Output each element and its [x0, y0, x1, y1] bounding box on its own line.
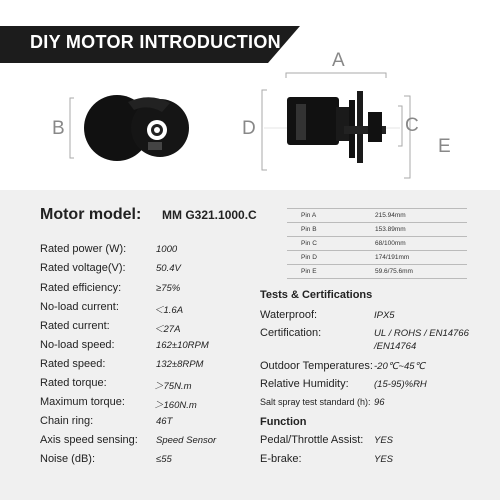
salt-spray-label: Salt spray test standard (h): — [260, 397, 371, 407]
spec-label: Rated efficiency: — [40, 282, 122, 294]
motor-model-label: Motor model: — [40, 206, 142, 223]
dimension-label-b: B — [52, 118, 65, 139]
temperature-value: -20℃~45℃ — [374, 361, 426, 372]
table-row — [287, 209, 467, 223]
waterproof-label: Waterproof: — [260, 309, 318, 321]
spec-label: Maximum torque: — [40, 396, 125, 408]
spec-value: ＜1.6A — [154, 305, 184, 316]
spec-value: 1000 — [156, 244, 178, 255]
spec-value: 46T — [156, 416, 173, 427]
pin-dimension-table — [287, 208, 467, 279]
spec-label: Axis speed sensing: — [40, 434, 138, 446]
spec-value: ≥75% — [156, 283, 181, 294]
temperature-label: Outdoor Temperatures: — [260, 360, 373, 372]
dimension-label-a: A — [332, 50, 345, 71]
dimension-label-d: D — [242, 118, 256, 139]
function-heading: Function — [260, 416, 307, 428]
spec-label: Rated power (W): — [40, 243, 127, 255]
pedal-assist-label: Pedal/Throttle Assist: — [260, 434, 364, 446]
spec-value: ＜27A — [154, 324, 181, 335]
motor-diagram — [0, 0, 500, 190]
table-row — [287, 223, 467, 237]
motor-front-view — [262, 73, 410, 178]
dimension-label-c: C — [405, 115, 419, 136]
table-row — [287, 251, 467, 265]
spec-value: 162±10RPM — [156, 340, 209, 351]
motor-model-value: MM G321.1000.C — [162, 208, 257, 222]
pin-value: 153.89mm — [373, 223, 467, 237]
waterproof-value: IPX5 — [374, 310, 395, 321]
page-title: DIY MOTOR INTRODUCTION — [30, 32, 281, 52]
table-row — [287, 237, 467, 251]
table-row — [287, 265, 467, 279]
pin-name: Pin C — [287, 237, 373, 251]
dimension-label-e: E — [438, 136, 451, 157]
spec-value: Speed Sensor — [156, 435, 217, 446]
spec-value: ＞160N.m — [154, 400, 197, 411]
salt-spray-value: 96 — [374, 397, 385, 408]
humidity-value: (15-95)%RH — [374, 379, 427, 390]
pin-name: Pin B — [287, 223, 373, 237]
spec-label: Chain ring: — [40, 415, 94, 427]
pin-name: Pin D — [287, 251, 373, 265]
pin-value: 68/100mm — [373, 237, 467, 251]
tests-heading: Tests & Certifications — [260, 289, 373, 301]
spec-label: Rated speed: — [40, 358, 106, 370]
spec-value: ＞75N.m — [154, 381, 192, 392]
humidity-label: Relative Humidity: — [260, 378, 349, 390]
spec-value: 132±8RPM — [156, 359, 204, 370]
certification-label: Certification: — [260, 327, 322, 339]
ebrake-label: E-brake: — [260, 453, 302, 465]
spec-label: Rated current: — [40, 320, 110, 332]
pedal-assist-value: YES — [374, 435, 394, 446]
motor-side-view — [70, 95, 189, 161]
certification-value-2: /EN14764 — [374, 341, 417, 352]
spec-label: Noise (dB): — [40, 453, 96, 465]
pin-name: Pin E — [287, 265, 373, 279]
spec-label: No-load speed: — [40, 339, 115, 351]
spec-label: No-load current: — [40, 301, 119, 313]
certification-value-1: UL / ROHS / EN14766 — [374, 328, 469, 339]
spec-value: ≤55 — [156, 454, 172, 465]
pin-name: Pin A — [287, 209, 373, 223]
ebrake-value: YES — [374, 454, 394, 465]
spec-label: Rated voltage(V): — [40, 262, 126, 274]
pin-value: 59.6/75.6mm — [373, 265, 467, 279]
pin-value: 215.94mm — [373, 209, 467, 223]
spec-value: 50.4V — [156, 263, 181, 274]
spec-label: Rated torque: — [40, 377, 107, 389]
pin-value: 174/191mm — [373, 251, 467, 265]
